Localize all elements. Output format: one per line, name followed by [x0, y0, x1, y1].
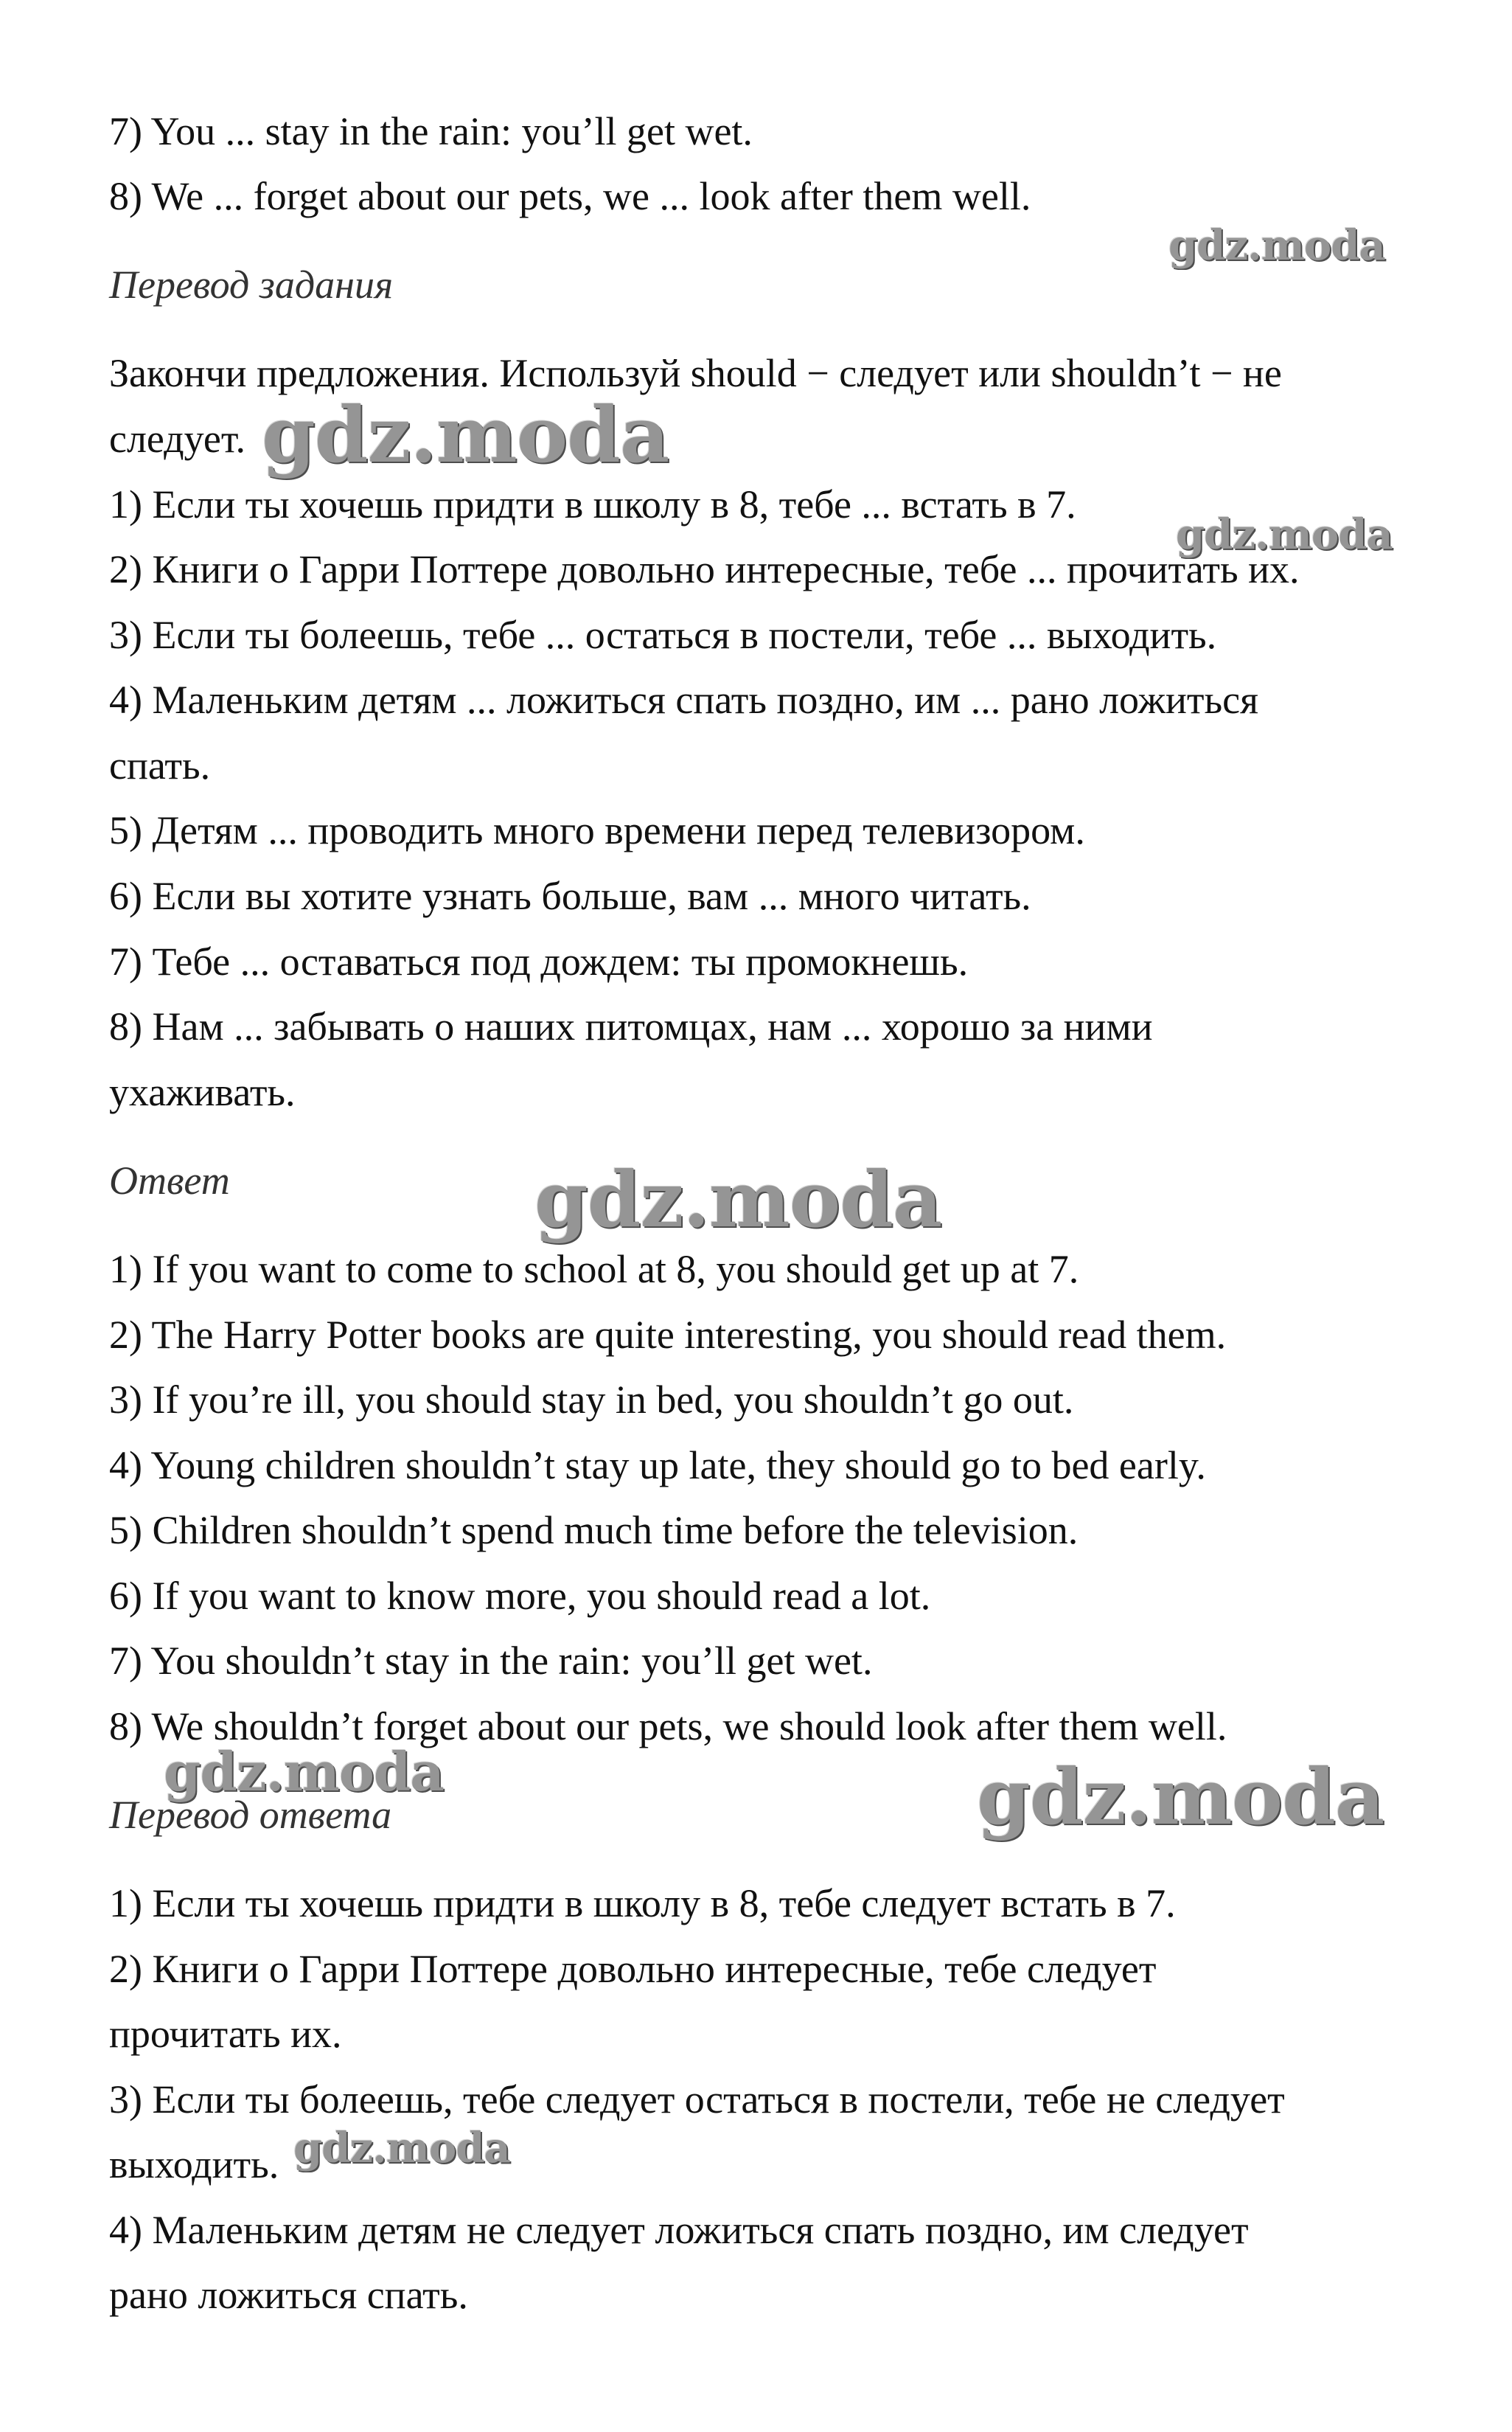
watermark: gdz.moda	[164, 1740, 444, 1803]
answer-translation-heading: Перевод ответа	[109, 1793, 392, 1837]
answer-item: 2) The Harry Potter books are quite interesting, you should read them.	[109, 1313, 1227, 1357]
task-item: спать.	[109, 743, 211, 788]
task-item: 1) Если ты хочешь придти в школу в 8, тебе ... встать в 7.	[109, 482, 1076, 527]
watermark: gdz.moda	[534, 1154, 942, 1245]
task-intro-line-1: Закончи предложения. Используй should − следует или shouldn’t − не	[109, 351, 1282, 395]
task-item: 7) Тебе ... оставаться под дождем: ты промокнешь.	[109, 939, 969, 984]
task-item: 5) Детям ... проводить много времени перед телевизором.	[109, 808, 1085, 852]
answer-translation-item: выходить.	[109, 2142, 279, 2186]
answer-item: 8) We shouldn’t forget about our pets, we should look after them well.	[109, 1704, 1227, 1748]
answer-item: 4) Young children shouldn’t stay up late, they should go to bed early.	[109, 1443, 1206, 1487]
watermark: gdz.moda	[1168, 221, 1385, 270]
task-item: 6) Если вы хотите узнать больше, вам ... много читать.	[109, 874, 1031, 918]
answer-translation-item: прочитать их.	[109, 2012, 342, 2056]
answer-item: 7) You shouldn’t stay in the rain: you’ll get wet.	[109, 1639, 873, 1683]
answer-item: 1) If you want to come to school at 8, you should get up at 7.	[109, 1247, 1079, 1291]
task-item: 4) Маленьким детям ... ложиться спать поздно, им ... рано ложиться	[109, 678, 1258, 722]
answer-item: 3) If you’re ill, you should stay in bed, you shouldn’t go out.	[109, 1377, 1074, 1422]
answer-item: 5) Children shouldn’t spend much time before the television.	[109, 1508, 1079, 1552]
exercise-line-7: 7) You ... stay in the rain: you’ll get wet.	[109, 109, 753, 153]
task-item: 2) Книги о Гарри Поттере довольно интересные, тебе ... прочитать их.	[109, 547, 1300, 591]
answer-heading: Ответ	[109, 1158, 230, 1203]
watermark: gdz.moda	[293, 2124, 510, 2172]
answer-translation-item: 1) Если ты хочешь придти в школу в 8, тебе следует встать в 7.	[109, 1881, 1176, 1925]
task-translation-heading: Перевод задания	[109, 263, 394, 307]
watermark: gdz.moda	[977, 1751, 1384, 1842]
answer-translation-item: 2) Книги о Гарри Поттере довольно интересные, тебе следует	[109, 1947, 1157, 1991]
task-intro-line-2: следует.	[109, 417, 245, 461]
task-item: ухаживать.	[109, 1070, 296, 1114]
watermark: gdz.moda	[1176, 510, 1393, 559]
task-item: 3) Если ты болеешь, тебе ... остаться в постели, тебе ... выходить.	[109, 613, 1217, 657]
answer-translation-item: рано ложиться спать.	[109, 2273, 468, 2317]
answer-item: 6) If you want to know more, you should read a lot.	[109, 1574, 931, 1618]
answer-translation-item: 4) Маленьким детям не следует ложиться спать поздно, им следует	[109, 2208, 1249, 2252]
task-item: 8) Нам ... забывать о наших питомцах, нам ... хорошо за ними	[109, 1004, 1153, 1049]
exercise-line-8: 8) We ... forget about our pets, we ... look after them well.	[109, 174, 1031, 218]
answer-translation-item: 3) Если ты болеешь, тебе следует остаться в постели, тебе не следует	[109, 2077, 1285, 2122]
watermark: gdz.moda	[262, 389, 669, 480]
